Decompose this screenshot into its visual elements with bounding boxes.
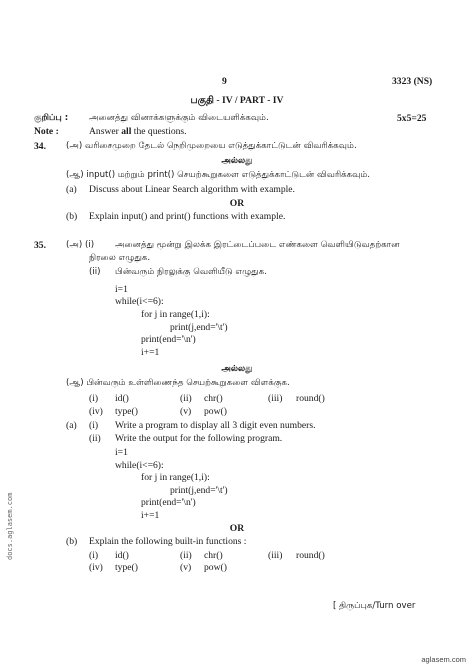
fn-ta-label: (iii) [268, 393, 283, 404]
code2-line: i=1 [115, 447, 128, 458]
code1-line: print(j,end='\t') [170, 322, 228, 333]
site-watermark: aglasem.com [421, 655, 466, 664]
q35-b-tamil: (ஆ) பின்வரும் உள்ளிணைந்த செயற்கூறுகளை விளக்குக. [66, 378, 290, 388]
fn-en-item: chr() [204, 550, 223, 561]
q35-a-i-label: (i) [89, 420, 99, 431]
note-tamil-text: அனைத்து வினாக்களுக்கும் விடையளிக்கவும். [89, 113, 269, 123]
code2-line: print(j,end='\t') [170, 485, 228, 496]
fn-en-label: (ii) [180, 550, 192, 561]
note-text: Answer all the questions. [89, 126, 187, 137]
q34-or: OR [229, 198, 245, 209]
q34-b-tamil: (ஆ) input() மற்றும் print() செயற்கூறுகளை எடுத்துக்காட்டுடன் விவரிக்கவும். [66, 170, 371, 180]
code2-line: i+=1 [141, 510, 160, 521]
q35-alladhu: அல்லது [221, 364, 253, 374]
fn-en-item: id() [115, 550, 129, 561]
fn-ta-item: id() [115, 393, 129, 404]
page-number: 9 [222, 76, 227, 87]
q35-or: OR [229, 523, 245, 534]
note-label: Note : [34, 126, 59, 137]
fn-en-label: (iv) [89, 562, 103, 573]
code1-line: for j in range(1,i): [141, 309, 210, 320]
code2-line: for j in range(1,i): [141, 472, 210, 483]
q35-a-tamil-prefix: (அ) (i) [66, 240, 95, 250]
q34-b-english: Explain input() and print() functions with example. [89, 211, 286, 222]
fn-en-label: (i) [89, 550, 99, 561]
code1-line: i+=1 [141, 347, 160, 358]
q35-number: 35. [34, 240, 46, 251]
code1-line: while(i<=6): [115, 296, 164, 307]
fn-en-item: pow() [204, 562, 227, 573]
fn-ta-item: round() [296, 393, 325, 404]
fn-ta-item: type() [115, 406, 138, 417]
fn-ta-item: chr() [204, 393, 223, 404]
paper-code: 3323 (NS) [392, 76, 433, 87]
fn-ta-label: (ii) [180, 393, 192, 404]
q35-a-tamil-i-line1: அனைத்து மூன்று இலக்க இரட்டைப்படை எண்களை வெளியிடுவதற்கான [115, 240, 400, 250]
q34-b-label: (b) [66, 211, 78, 222]
code2-line: print(end='\n') [141, 497, 196, 508]
q34-alladhu: அல்லது [221, 156, 253, 166]
fn-en-label: (iii) [268, 550, 283, 561]
note-tamil-label: குறிப்பு : [34, 113, 69, 123]
marks: 5x5=25 [397, 113, 427, 124]
q35-b-english: Explain the following built-in functions : [89, 536, 247, 547]
part-title: பகுதி - IV / PART - IV [190, 95, 284, 106]
fn-en-item: type() [115, 562, 138, 573]
q35-a-i: Write a program to display all 3 digit even numbers. [115, 420, 316, 431]
q35-a-ii-label: (ii) [89, 433, 101, 444]
fn-ta-item: pow() [204, 406, 227, 417]
code2-line: while(i<=6): [115, 460, 164, 471]
fn-ta-label: (v) [180, 406, 192, 417]
q35-a-ii: Write the output for the following program. [115, 433, 283, 444]
fn-en-item: round() [296, 550, 325, 561]
code1-line: print(end='\n') [141, 334, 196, 345]
fn-ta-label: (iv) [89, 406, 103, 417]
q35-b-label: (b) [66, 536, 78, 547]
fn-en-label: (v) [180, 562, 192, 573]
fn-ta-label: (i) [89, 393, 99, 404]
q34-a-english: Discuss about Linear Search algorithm with example. [89, 184, 295, 195]
q34-a-label: (a) [66, 184, 77, 195]
q35-a-tamil-ii-label: (ii) [89, 267, 101, 277]
turn-over: [ திருப்புக/Turn over [333, 601, 416, 611]
code1-line: i=1 [115, 284, 128, 295]
q35-a-label: (a) [66, 420, 77, 431]
side-watermark: docs.aglasem.com [6, 492, 14, 560]
q34-a-tamil: (அ) வரிசைமுறை தேடல் நெறிமுறையை எடுத்துக்காட்டுடன் விவரிக்கவும். [66, 141, 357, 151]
q35-a-tamil-i-line2: நிரலை எழுதுக. [89, 253, 151, 263]
q35-a-tamil-ii: பின்வரும் நிரலுக்கு வெளியீடு எழுதுக. [115, 267, 267, 277]
q34-number: 34. [34, 141, 46, 152]
